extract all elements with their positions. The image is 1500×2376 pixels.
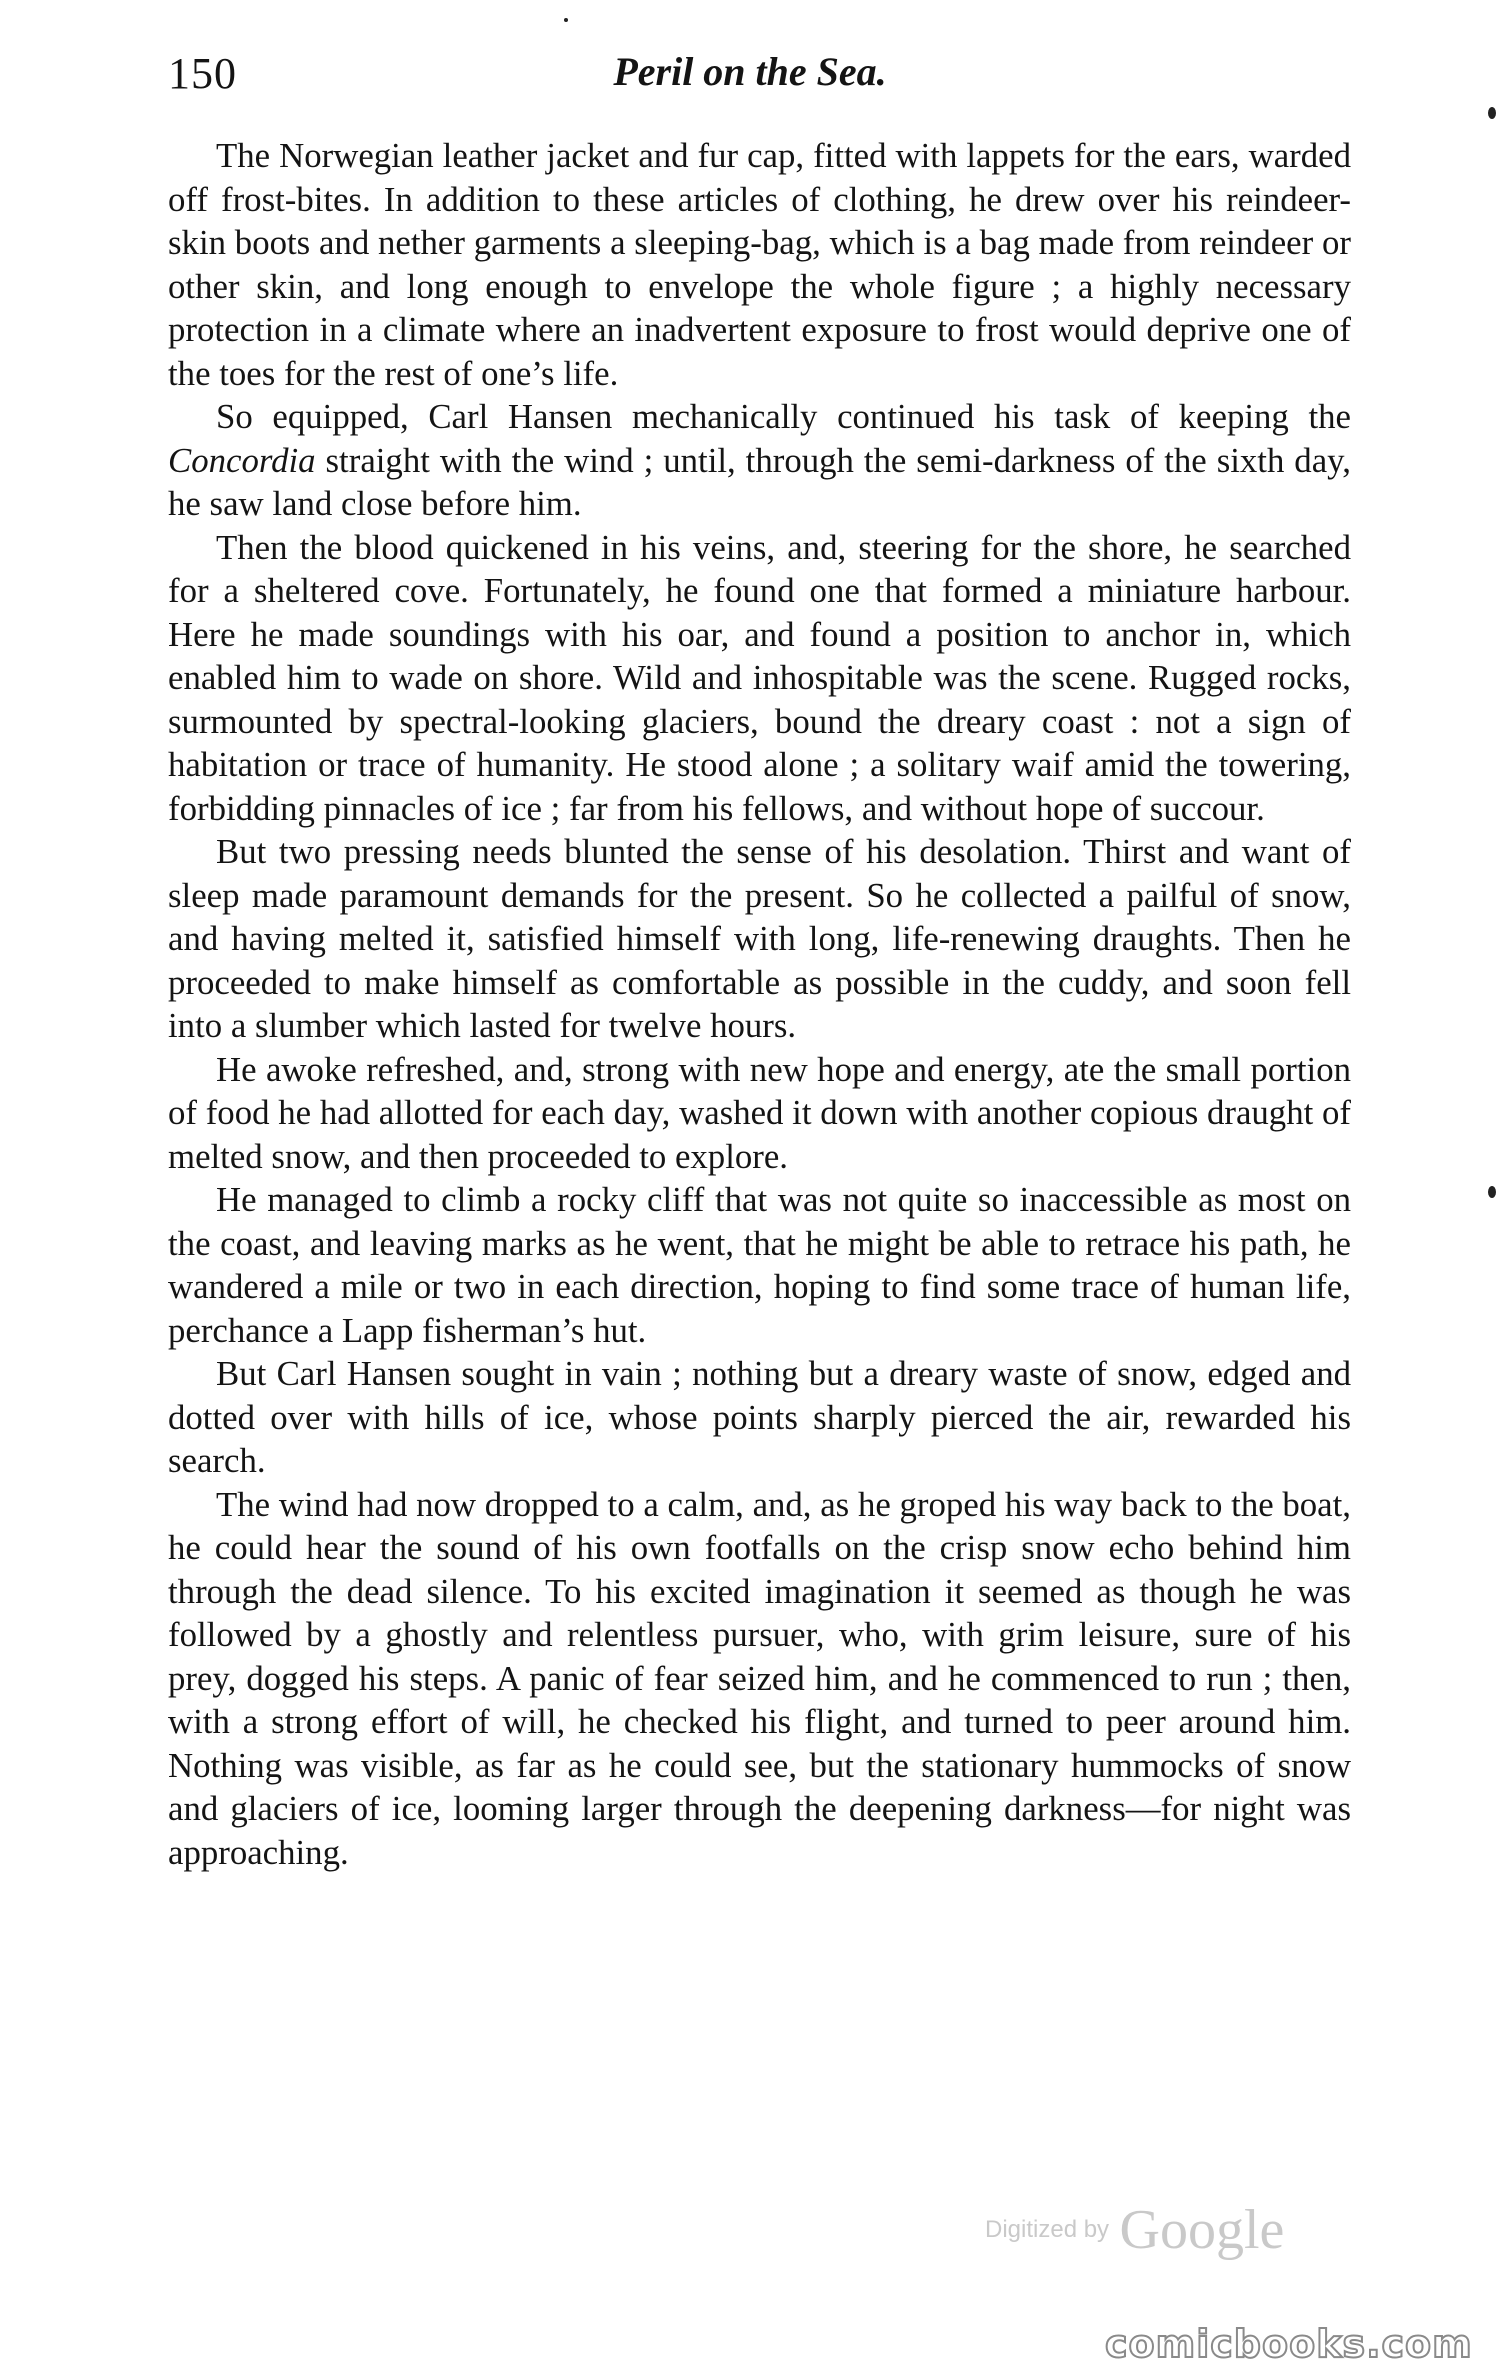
paragraph xyxy=(168,1048,1351,1179)
google-logo: Google xyxy=(1119,2199,1285,2261)
running-title: Peril on the Sea. xyxy=(613,49,887,94)
paragraph xyxy=(168,830,1351,1048)
paragraph-text: So equipped, Carl Hansen mechanically continued his task of keeping the xyxy=(216,397,1351,436)
paragraph-text: But Carl Hansen sought in vain ; nothing but a dreary waste of snow, edged and dotted over with hills of ice, whose points sharply pierced the air, rewarded his search. xyxy=(168,1354,1351,1480)
paragraph-text: He awoke refreshed, and, strong with new hope and energy, ate the small portion of food he had allotted for each day, washed it down with another copious draught of melted snow, and then proceeded to explore. xyxy=(168,1049,1351,1176)
paragraph xyxy=(168,134,1351,395)
paragraph-text: The wind had now dropped to a calm, and, as he groped his way back to the boat, he could hear the sound of his own footfalls on the crisp snow echo behind him through the dead silence. To his excited imagination it seemed as though he was followed by a ghostly and relentless pursuer, who, with grim leisure, sure of his prey, dogged his steps. A panic of fear seized him, and he commenced to run ; then, with a strong effort of will, he checked his flight, and turned to peer around him. Nothing was visible, as far as he could see, but the stationary hummocks of snow and glaciers of ice, looming larger through the deepening darkness—for night was approaching. xyxy=(168,1484,1351,1872)
paragraph xyxy=(168,395,1351,526)
scan-speck xyxy=(564,18,568,22)
paragraph-text: Then the blood quickened in his veins, and, steering for the shore, he searched for a sheltered cove. Fortunately, he found one that formed a miniature harbour. Here he made soundings with his oar, and found a position to anchor in, which enabled him to wade on shore. Wild and inhospitable was the scene. Rugged rocks, surmounted by spectral-looking glaciers, bound the dreary coast : not a sign of habitation or trace of humanity. He stood alone ; a solitary waif amid the towering, forbidding pinnacles of ice ; far from his fellows, and without hope of succour. xyxy=(168,527,1351,828)
watermark: comicbooks.com xyxy=(1105,2322,1473,2366)
paragraph xyxy=(168,1352,1351,1483)
paragraph-text: He managed to climb a rocky cliff that was not quite so inaccessible as most on the coast, and leaving marks as he went, that he might be able to retrace his path, he wandered a mile or two in each direction, hoping to find some trace of human life, perchance a Lapp fisherman’s hut. xyxy=(168,1180,1351,1350)
digitized-by-google-mark xyxy=(985,2198,1284,2262)
paragraph xyxy=(168,1178,1351,1352)
scan-speck xyxy=(1488,1186,1496,1198)
ship-name: Concordia xyxy=(168,440,316,480)
paragraph xyxy=(168,526,1351,831)
digitized-by-label: Digitized by xyxy=(985,2216,1110,2243)
page-number: 150 xyxy=(168,49,237,98)
paragraph-text-after: straight with the wind ; until, through the semi-darkness of the sixth day, he saw land close before him. xyxy=(168,440,1351,523)
paragraph-text: But two pressing needs blunted the sense of his desolation. Thirst and want of sleep made paramount demands for the present. So he collected a pailful of snow, and having melted it, satisfied himself with long, life-renewing draughts. Then he proceeded to make himself as comfortable as possible in the cuddy, and soon fell into a slumber which lasted for twelve hours. xyxy=(168,832,1351,1045)
body-text xyxy=(168,134,1351,1874)
paragraph-text: The Norwegian leather jacket and fur cap, fitted with lappets for the ears, warded off frost-bites. In addition to these articles of clothing, he drew over his reindeer-skin boots and nether garments a sleeping-bag, which is a bag made from reindeer or other skin, and long enough to envelope the whole figure ; a highly necessary protection in a climate where an inadvertent exposure to frost would deprive one of the toes for the rest of one’s life. xyxy=(168,136,1351,393)
scan-speck xyxy=(1488,107,1496,119)
paragraph xyxy=(168,1483,1351,1875)
